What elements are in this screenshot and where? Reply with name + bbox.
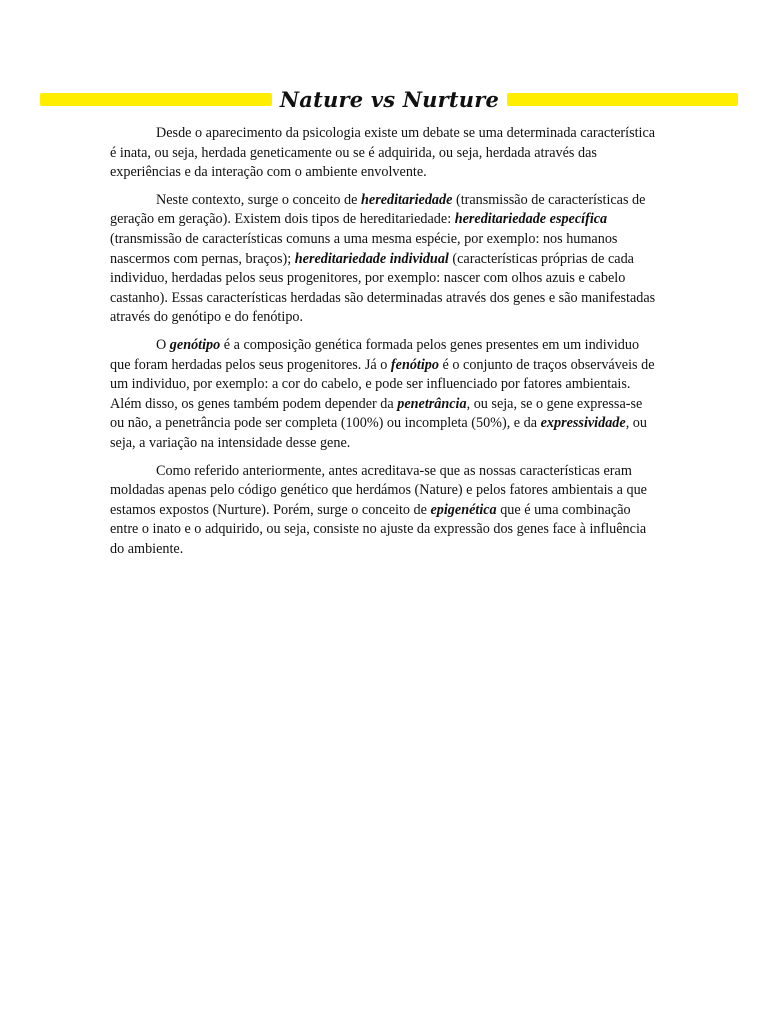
title-highlight-bar-left	[40, 93, 272, 106]
paragraph-text: (transmissão de características de geração em geração). Existem dois tipos de hereditariedade:	[110, 191, 646, 228]
key-term: epigenética	[430, 501, 497, 518]
paragraph-text: que é uma combinação entre o inato e o adquirido, ou seja, consiste no ajuste da expressão dos genes face à influência do ambiente.	[110, 501, 647, 557]
paragraph-text: (características próprias de cada individuo, herdadas pelos seus progenitores, por exemplo: nascer com olhos azuis e cabelo castanho). Essas características herdadas são determinadas através dos genes e são manifestadas através do genótipo e do fenótipo.	[110, 250, 656, 326]
key-term: fenótipo	[390, 356, 439, 373]
key-term: expressividade	[540, 415, 626, 432]
title-banner	[40, 86, 738, 114]
paragraph-text: O	[156, 336, 170, 353]
paragraph-1	[110, 124, 658, 183]
key-term: penetrância	[397, 395, 467, 412]
document-title: Nature vs Nurture	[279, 87, 500, 112]
paragraph-text: é a composição genética formada pelos genes presentes em um individuo que foram herdadas pelos seus progenitores. Já o	[110, 336, 640, 373]
key-term: hereditariedade específica	[454, 211, 608, 228]
paragraph-4	[110, 462, 658, 560]
paragraph-text: Como referido anteriormente, antes acreditava-se que as nossas características eram moldadas apenas pelo código genético que herdámos (Nature) e pelos fatores ambientais a que estamos expostos (Nurture). Porém, surge o conceito de	[110, 462, 647, 518]
paragraph-text: é o conjunto de traços observáveis de um individuo, por exemplo: a cor do cabelo, e pode ser influenciado por fatores ambientais. Além disso, os genes também podem depender da	[110, 356, 655, 412]
paragraph-text: , ou seja, se o gene expressa-se ou não, a penetrância pode ser completa (100%) ou incompleta (50%), e da	[110, 395, 643, 432]
paragraph-text: , ou seja, a variação na intensidade desse gene.	[110, 415, 647, 451]
key-term: hereditariedade	[361, 191, 453, 208]
paragraph-3	[110, 336, 658, 454]
paragraph-text: Desde o aparecimento da psicologia existe um debate se uma determinada característica é inata, ou seja, herdada geneticamente ou se é adquirida, ou seja, herdada através das experiências e da interação com o ambiente envolvente.	[110, 125, 656, 181]
key-term: hereditariedade individual	[294, 250, 449, 267]
paragraph-text: Neste contexto, surge o conceito de	[156, 191, 361, 208]
title-highlight-bar-right	[507, 93, 738, 106]
paragraph-text: (transmissão de características comuns a uma mesma espécie, por exemplo: nos humanos nascermos com pernas, braços);	[110, 230, 618, 267]
paragraph-2	[110, 191, 658, 328]
document-body	[110, 124, 658, 567]
key-term: genótipo	[169, 336, 221, 353]
